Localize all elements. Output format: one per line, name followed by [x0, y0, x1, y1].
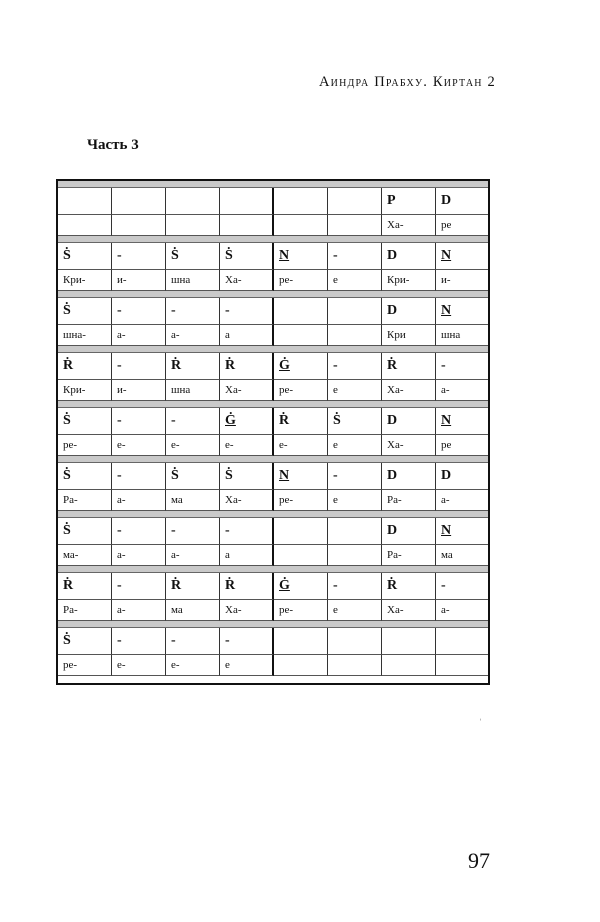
note-cell: D: [436, 188, 488, 215]
syllable-cell: а: [220, 325, 274, 346]
note-row: [58, 463, 488, 490]
note-cell: [328, 518, 382, 545]
syllable-cell: [328, 325, 382, 346]
note-cell: -: [166, 628, 220, 655]
syllable-row: [58, 435, 488, 456]
note-cell: Ġ: [274, 353, 328, 380]
note-cell: [328, 628, 382, 655]
note-cell: P: [382, 188, 436, 215]
note-cell: [382, 628, 436, 655]
note-cell: Ṡ: [166, 463, 220, 490]
syllable-cell: е: [328, 380, 382, 401]
note-cell: [274, 188, 328, 215]
note-cell: Ṙ: [58, 353, 112, 380]
note-cell: [58, 188, 112, 215]
note-cell: -: [436, 353, 488, 380]
syllable-cell: и-: [112, 270, 166, 291]
syllable-cell: и-: [112, 380, 166, 401]
note-cell: Ṡ: [166, 243, 220, 270]
syllable-cell: ре-: [274, 270, 328, 291]
note-cell: N: [436, 408, 488, 435]
syllable-cell: а-: [436, 600, 488, 621]
syllable-cell: а-: [112, 600, 166, 621]
syllable-cell: шна: [436, 325, 488, 346]
syllable-cell: [328, 655, 382, 676]
note-row: [58, 188, 488, 215]
note-cell: Ṡ: [58, 518, 112, 545]
note-cell: N: [274, 243, 328, 270]
note-cell: D: [382, 408, 436, 435]
note-cell: Ṙ: [220, 573, 274, 600]
syllable-cell: ре-: [58, 655, 112, 676]
group-separator: [58, 346, 488, 353]
note-cell: -: [328, 243, 382, 270]
syllable-row: [58, 545, 488, 566]
note-cell: Ġ: [274, 573, 328, 600]
syllable-cell: е: [328, 270, 382, 291]
syllable-cell: ма: [436, 545, 488, 566]
note-cell: [166, 188, 220, 215]
note-cell: D: [382, 298, 436, 325]
syllable-cell: ма: [166, 600, 220, 621]
note-cell: N: [436, 243, 488, 270]
syllable-cell: а-: [112, 325, 166, 346]
note-cell: Ṡ: [220, 243, 274, 270]
syllable-row: [58, 325, 488, 346]
note-cell: Ṡ: [58, 628, 112, 655]
syllable-cell: Ха-: [382, 215, 436, 236]
note-cell: [274, 298, 328, 325]
note-cell: [112, 188, 166, 215]
note-cell: D: [382, 463, 436, 490]
syllable-cell: [436, 655, 488, 676]
note-cell: Ṙ: [166, 573, 220, 600]
note-cell: [328, 298, 382, 325]
note-cell: Ṙ: [382, 353, 436, 380]
syllable-cell: а: [220, 545, 274, 566]
syllable-cell: [328, 215, 382, 236]
note-row: [58, 518, 488, 545]
note-cell: [274, 628, 328, 655]
syllable-cell: Ра-: [382, 545, 436, 566]
note-cell: Ṙ: [382, 573, 436, 600]
syllable-cell: ре-: [274, 380, 328, 401]
note-cell: Ṙ: [166, 353, 220, 380]
group-separator: [58, 621, 488, 628]
syllable-cell: е-: [220, 435, 274, 456]
syllable-cell: [274, 325, 328, 346]
syllable-cell: Ха-: [220, 270, 274, 291]
syllable-cell: Ха-: [382, 435, 436, 456]
syllable-cell: [58, 215, 112, 236]
syllable-cell: и-: [436, 270, 488, 291]
syllable-cell: а-: [166, 325, 220, 346]
syllable-row: [58, 270, 488, 291]
note-cell: -: [166, 298, 220, 325]
note-row: [58, 353, 488, 380]
syllable-cell: е: [220, 655, 274, 676]
syllable-cell: [220, 215, 274, 236]
syllable-cell: Ха-: [220, 380, 274, 401]
syllable-cell: е-: [166, 435, 220, 456]
note-row: [58, 298, 488, 325]
syllable-cell: [166, 215, 220, 236]
note-cell: Ṡ: [58, 408, 112, 435]
note-cell: -: [112, 298, 166, 325]
syllable-cell: е-: [112, 435, 166, 456]
syllable-cell: Ра-: [58, 600, 112, 621]
group-separator: [58, 566, 488, 573]
note-row: [58, 243, 488, 270]
note-cell: N: [274, 463, 328, 490]
syllable-cell: а-: [436, 490, 488, 511]
syllable-cell: шна: [166, 380, 220, 401]
note-cell: [436, 628, 488, 655]
syllable-cell: ре-: [274, 490, 328, 511]
syllable-cell: е-: [274, 435, 328, 456]
note-row: [58, 573, 488, 600]
group-separator: [58, 236, 488, 243]
syllable-cell: а-: [112, 545, 166, 566]
note-cell: Ṡ: [58, 298, 112, 325]
syllable-cell: Кри-: [382, 270, 436, 291]
syllable-cell: е: [328, 490, 382, 511]
syllable-cell: ма: [166, 490, 220, 511]
syllable-row: [58, 600, 488, 621]
note-cell: -: [112, 408, 166, 435]
syllable-cell: Ра-: [58, 490, 112, 511]
note-cell: -: [166, 408, 220, 435]
note-cell: -: [112, 463, 166, 490]
note-cell: -: [436, 573, 488, 600]
note-cell: Ṡ: [328, 408, 382, 435]
syllable-cell: [328, 545, 382, 566]
note-cell: Ṙ: [220, 353, 274, 380]
note-cell: -: [112, 518, 166, 545]
note-row: [58, 628, 488, 655]
group-separator: [58, 511, 488, 518]
note-cell: -: [220, 518, 274, 545]
notation-table: [56, 179, 490, 685]
note-cell: -: [112, 573, 166, 600]
note-cell: D: [436, 463, 488, 490]
syllable-cell: Кри: [382, 325, 436, 346]
syllable-row: [58, 655, 488, 676]
note-cell: Ṡ: [58, 463, 112, 490]
syllable-cell: [112, 215, 166, 236]
section-title: Часть 3: [87, 137, 139, 153]
page-number: 97: [468, 848, 490, 873]
note-cell: -: [220, 628, 274, 655]
note-cell: -: [112, 628, 166, 655]
syllable-row: [58, 215, 488, 236]
syllable-cell: ре-: [58, 435, 112, 456]
syllable-cell: е: [328, 435, 382, 456]
syllable-cell: шна-: [58, 325, 112, 346]
syllable-cell: е-: [166, 655, 220, 676]
group-separator: [58, 456, 488, 463]
syllable-cell: е-: [112, 655, 166, 676]
note-cell: Ṡ: [58, 243, 112, 270]
note-cell: [274, 518, 328, 545]
note-cell: [220, 188, 274, 215]
syllable-cell: Ха-: [382, 600, 436, 621]
syllable-cell: Ха-: [382, 380, 436, 401]
note-cell: -: [328, 353, 382, 380]
note-row: [58, 408, 488, 435]
syllable-cell: а-: [112, 490, 166, 511]
note-cell: -: [220, 298, 274, 325]
syllable-cell: [274, 655, 328, 676]
syllable-cell: [274, 545, 328, 566]
note-cell: Ġ: [220, 408, 274, 435]
note-cell: Ṙ: [58, 573, 112, 600]
syllable-cell: [382, 655, 436, 676]
note-cell: Ṙ: [274, 408, 328, 435]
syllable-cell: шна: [166, 270, 220, 291]
note-cell: D: [382, 518, 436, 545]
running-header: Аиндра Прабху. Киртан 2: [319, 74, 496, 90]
note-cell: -: [328, 463, 382, 490]
syllable-cell: [274, 215, 328, 236]
group-separator: [58, 181, 488, 188]
syllable-cell: а-: [166, 545, 220, 566]
syllable-cell: ре: [436, 215, 488, 236]
note-cell: -: [328, 573, 382, 600]
syllable-cell: Ха-: [220, 600, 274, 621]
syllable-cell: ре-: [274, 600, 328, 621]
note-cell: Ṡ: [220, 463, 274, 490]
note-cell: -: [112, 243, 166, 270]
print-speck: ˓: [479, 713, 482, 723]
note-cell: N: [436, 518, 488, 545]
syllable-cell: а-: [436, 380, 488, 401]
syllable-cell: Кри-: [58, 380, 112, 401]
note-cell: [328, 188, 382, 215]
note-cell: -: [112, 353, 166, 380]
syllable-cell: Ха-: [220, 490, 274, 511]
note-cell: -: [166, 518, 220, 545]
note-cell: D: [382, 243, 436, 270]
syllable-row: [58, 380, 488, 401]
syllable-row: [58, 490, 488, 511]
syllable-cell: Ра-: [382, 490, 436, 511]
syllable-cell: Кри-: [58, 270, 112, 291]
group-separator: [58, 291, 488, 298]
syllable-cell: ре: [436, 435, 488, 456]
syllable-cell: ма-: [58, 545, 112, 566]
syllable-cell: е: [328, 600, 382, 621]
group-separator: [58, 401, 488, 408]
note-cell: N: [436, 298, 488, 325]
